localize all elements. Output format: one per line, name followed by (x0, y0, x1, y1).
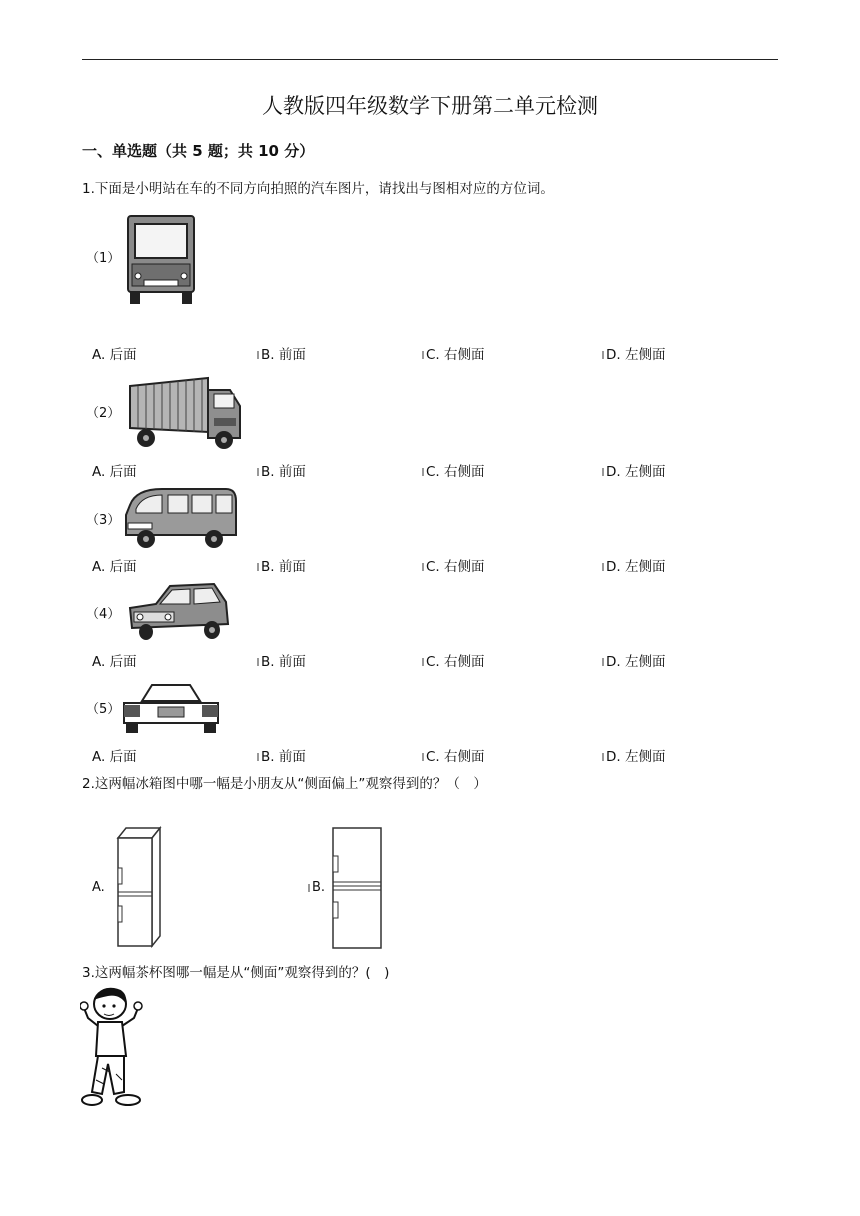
part-2-label: （2） (86, 406, 121, 421)
option-b[interactable]: B. 前面 (257, 745, 306, 765)
option-d[interactable]: D. 左侧面 (602, 650, 665, 670)
part-1-label: （1） (86, 251, 121, 266)
fridge-front-image (330, 826, 384, 950)
part-5-label: （5） (86, 702, 121, 717)
q2-option-b-label[interactable]: B. (308, 880, 325, 895)
option-d[interactable]: D. 左侧面 (602, 343, 665, 363)
part-4-options (92, 650, 792, 668)
option-b[interactable]: B. 前面 (257, 460, 306, 480)
van-side-image (122, 485, 240, 551)
option-d[interactable]: D. 左侧面 (602, 555, 665, 575)
part-3-options (92, 555, 792, 573)
car-rear-image (120, 683, 222, 735)
option-a[interactable]: A. 后面 (92, 749, 137, 765)
part-4-label: （4） (86, 607, 121, 622)
question-1-text: 1.下面是小明站在车的不同方向拍照的汽车图片，请找出与图相对应的方位词。 (82, 181, 554, 197)
page-title: 人教版四年级数学下册第二单元检测 (262, 94, 598, 118)
option-b[interactable]: B. 前面 (257, 650, 306, 670)
fridge-angled-image (114, 826, 164, 948)
option-a[interactable]: A. 后面 (92, 464, 137, 480)
option-c[interactable]: C. 右侧面 (422, 343, 485, 363)
part-1-options (92, 343, 792, 361)
part-3-label: （3） (86, 513, 121, 528)
boy-figure-image (80, 984, 146, 1116)
car-front-side-image (126, 578, 232, 642)
option-d[interactable]: D. 左侧面 (602, 745, 665, 765)
option-c[interactable]: C. 右侧面 (422, 745, 485, 765)
part-2-options (92, 460, 792, 478)
truck-front-image (124, 214, 198, 306)
question-3-text: 3.这两幅茶杯图哪一幅是从“侧面”观察得到的？( ) (82, 965, 390, 981)
option-b[interactable]: B. 前面 (257, 555, 306, 575)
option-b[interactable]: B. 前面 (257, 343, 306, 363)
section-heading: 一、单选题（共 5 题；共 10 分） (82, 142, 315, 160)
option-d[interactable]: D. 左侧面 (602, 460, 665, 480)
option-c[interactable]: C. 右侧面 (422, 460, 485, 480)
part-5-options (92, 745, 792, 763)
header-rule (82, 59, 778, 60)
q2-option-a-label[interactable]: A. (92, 880, 105, 895)
truck-side-image (126, 376, 244, 450)
option-a[interactable]: A. 后面 (92, 559, 137, 575)
option-c[interactable]: C. 右侧面 (422, 555, 485, 575)
option-c[interactable]: C. 右侧面 (422, 650, 485, 670)
option-a[interactable]: A. 后面 (92, 654, 137, 670)
option-a[interactable]: A. 后面 (92, 347, 137, 363)
question-2-text: 2.这两幅冰箱图中哪一幅是小朋友从“侧面偏上”观察得到的？（ ） (82, 776, 487, 792)
